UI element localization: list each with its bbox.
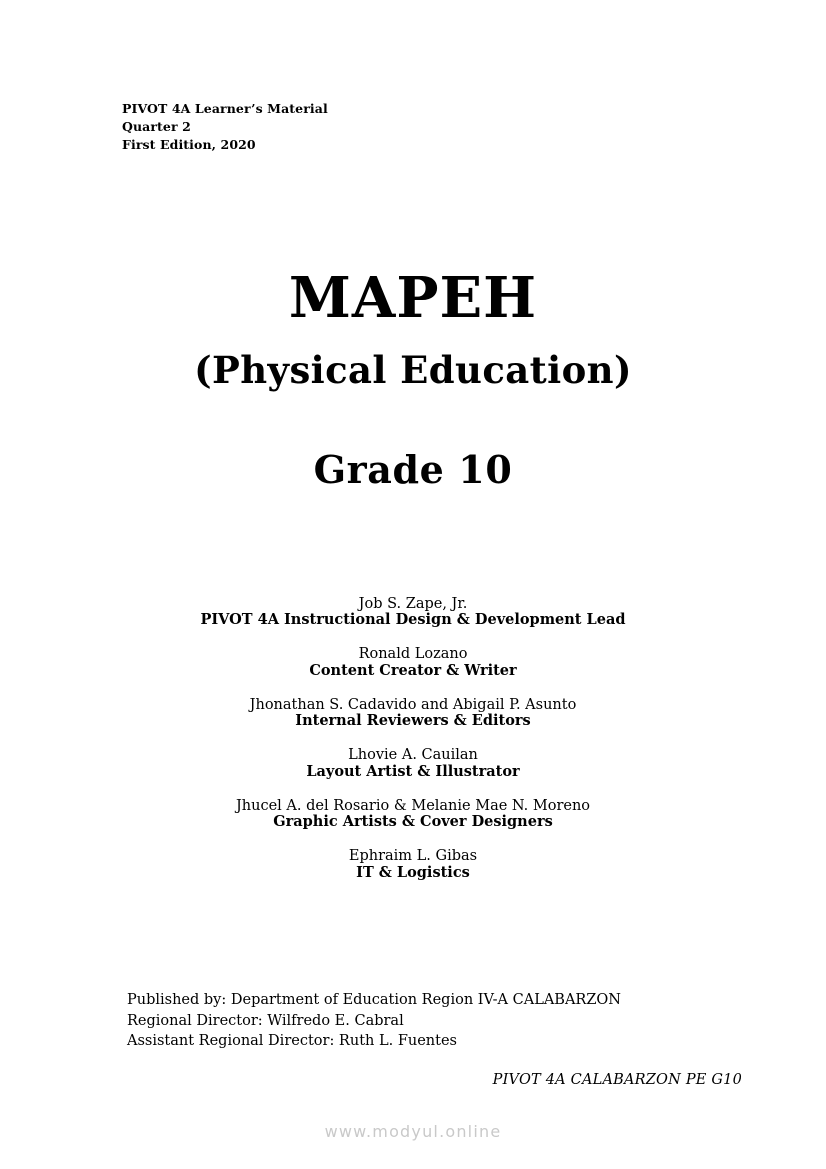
- publisher-line-2: Regional Director: Wilfredo E. Cabral: [127, 1012, 404, 1029]
- credit-role: PIVOT 4A Instructional Design & Development Lead: [200, 611, 626, 629]
- credit-name: Jhucel A. del Rosario & Melanie Mae N. Moreno: [235, 797, 591, 814]
- credit-entry: [0, 798, 826, 830]
- credit-name: Ephraim L. Gibas: [348, 848, 478, 865]
- publisher-line-1: Published by: Department of Education Region IV-A CALABARZON: [127, 992, 621, 1008]
- footer-label: PIVOT 4A CALABARZON PE G10: [492, 1072, 742, 1088]
- credit-name: Lhovie A. Cauilan: [348, 747, 478, 764]
- credit-role: Layout Artist & Illustrator: [306, 762, 520, 780]
- page-subtitle: (Physical Education): [194, 348, 632, 392]
- credit-entry: [0, 848, 826, 880]
- credit-name: Jhonathan S. Cadavido and Abigail P. Asunto: [249, 696, 577, 713]
- credits-list: [0, 596, 826, 899]
- credit-role: IT & Logistics: [356, 863, 470, 881]
- material-header-line-3: First Edition, 2020: [122, 137, 256, 153]
- material-header-line-1: PIVOT 4A Learner’s Material: [122, 101, 328, 116]
- grade-level: Grade 10: [313, 447, 513, 492]
- credit-role: Graphic Artists & Cover Designers: [273, 813, 553, 831]
- material-header: [122, 100, 328, 154]
- credit-entry: [0, 596, 826, 628]
- publisher-line-3: Assistant Regional Director: Ruth L. Fuentes: [127, 1033, 457, 1050]
- credit-role: Content Creator & Writer: [309, 661, 517, 679]
- page-title: MAPEH: [288, 265, 538, 331]
- credit-entry: [0, 747, 826, 779]
- credit-entry: [0, 646, 826, 678]
- credit-entry: [0, 697, 826, 729]
- publisher-block: [127, 990, 621, 1052]
- credit-role: Internal Reviewers & Editors: [295, 712, 531, 730]
- watermark: www.modyul.online: [324, 1122, 502, 1141]
- credit-name: Job S. Zape, Jr.: [358, 596, 468, 612]
- material-header-line-2: Quarter 2: [122, 119, 191, 135]
- credit-name: Ronald Lozano: [358, 646, 468, 663]
